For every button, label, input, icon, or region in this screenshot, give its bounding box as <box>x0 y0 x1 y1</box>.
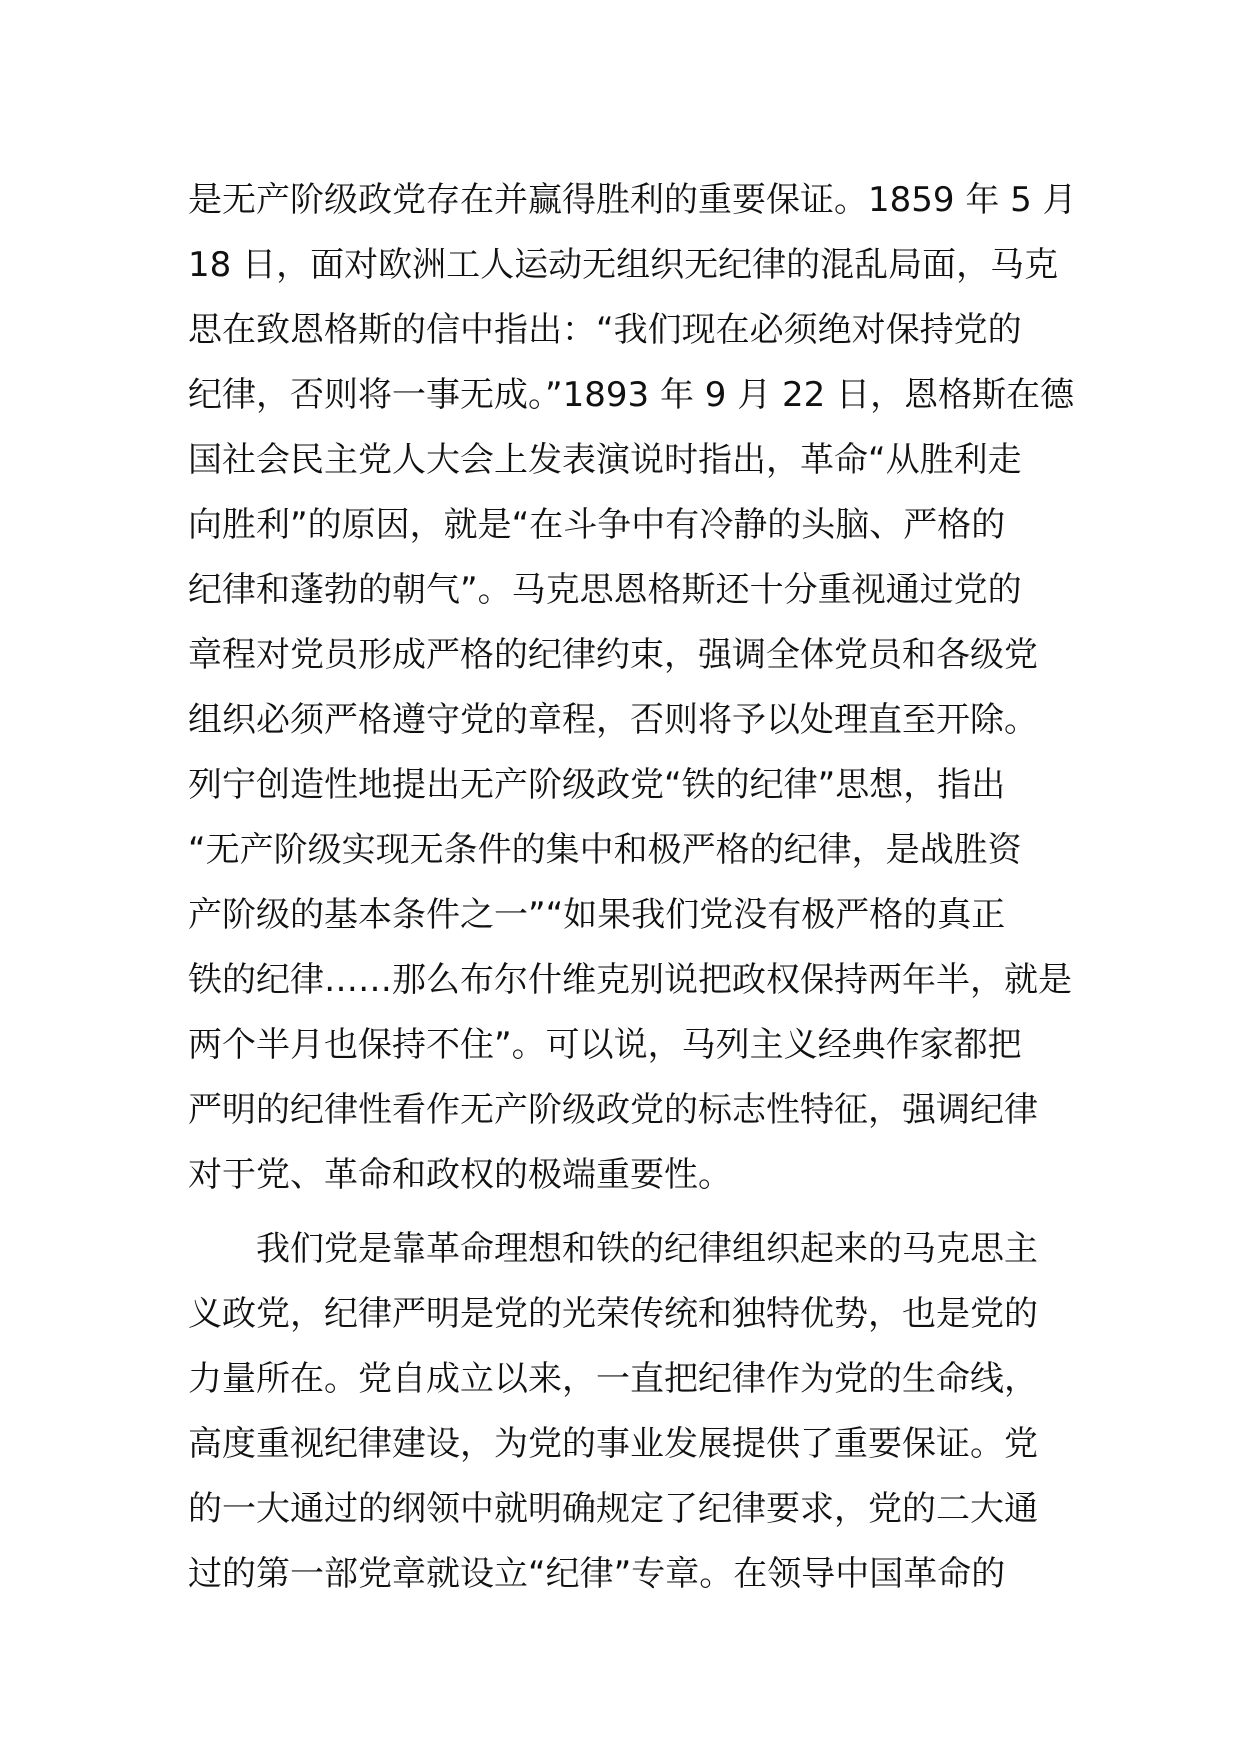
text-line: 产阶级的基本条件之一”“如果我们党没有极严格的真正 <box>188 895 1006 935</box>
text-line: 力量所在。党自成立以来，一直把纪律作为党的生命线， <box>188 1359 1038 1399</box>
document-body <box>188 168 1077 1607</box>
text-line: 18 日，面对欧洲工人运动无组织无纪律的混乱局面，马克 <box>188 245 1059 285</box>
text-line: 思在致恩格斯的信中指出：“我们现在必须绝对保持党的 <box>188 310 1022 350</box>
text-line: 过的第一部党章就设立“纪律”专章。在领导中国革命的 <box>188 1554 1006 1594</box>
text-line: 纪律，否则将一事无成。”1893 年 9 月 22 日，恩格斯在德 <box>188 375 1075 415</box>
text-line: 严明的纪律性看作无产阶级政党的标志性特征，强调纪律 <box>188 1090 1038 1130</box>
text-line: 列宁创造性地提出无产阶级政党“铁的纪律”思想，指出 <box>188 765 1006 805</box>
text-line: 高度重视纪律建设，为党的事业发展提供了重要保证。党 <box>188 1424 1038 1464</box>
text-line: 的一大通过的纲领中就明确规定了纪律要求，党的二大通 <box>188 1489 1038 1529</box>
text-line: “无产阶级实现无条件的集中和极严格的纪律，是战胜资 <box>188 830 1022 870</box>
text-line: 对于党、革命和政权的极端重要性。 <box>188 1155 732 1195</box>
text-line: 纪律和蓬勃的朝气”。马克思恩格斯还十分重视通过党的 <box>188 570 1022 610</box>
text-line: 章程对党员形成严格的纪律约束，强调全体党员和各级党 <box>188 635 1038 675</box>
paragraph-2 <box>188 1217 1068 1607</box>
text-line: 义政党，纪律严明是党的光荣传统和独特优势，也是党的 <box>188 1294 1038 1334</box>
text-line: 两个半月也保持不住”。可以说，马列主义经典作家都把 <box>188 1025 1022 1065</box>
text-line: 组织必须严格遵守党的章程，否则将予以处理直至开除。 <box>188 700 1038 740</box>
text-line: 是无产阶级政党存在并赢得胜利的重要保证。1859 年 5 月 <box>188 180 1077 220</box>
text-line: 向胜利”的原因，就是“在斗争中有冷静的头脑、严格的 <box>188 505 1006 545</box>
text-line: 铁的纪律……那么布尔什维克别说把政权保持两年半，就是 <box>188 960 1072 1000</box>
text-line: 国社会民主党人大会上发表演说时指出，革命“从胜利走 <box>188 440 1022 480</box>
text-line: 我们党是靠革命理想和铁的纪律组织起来的马克思主 <box>188 1229 1038 1269</box>
paragraph-1 <box>188 168 1077 1208</box>
